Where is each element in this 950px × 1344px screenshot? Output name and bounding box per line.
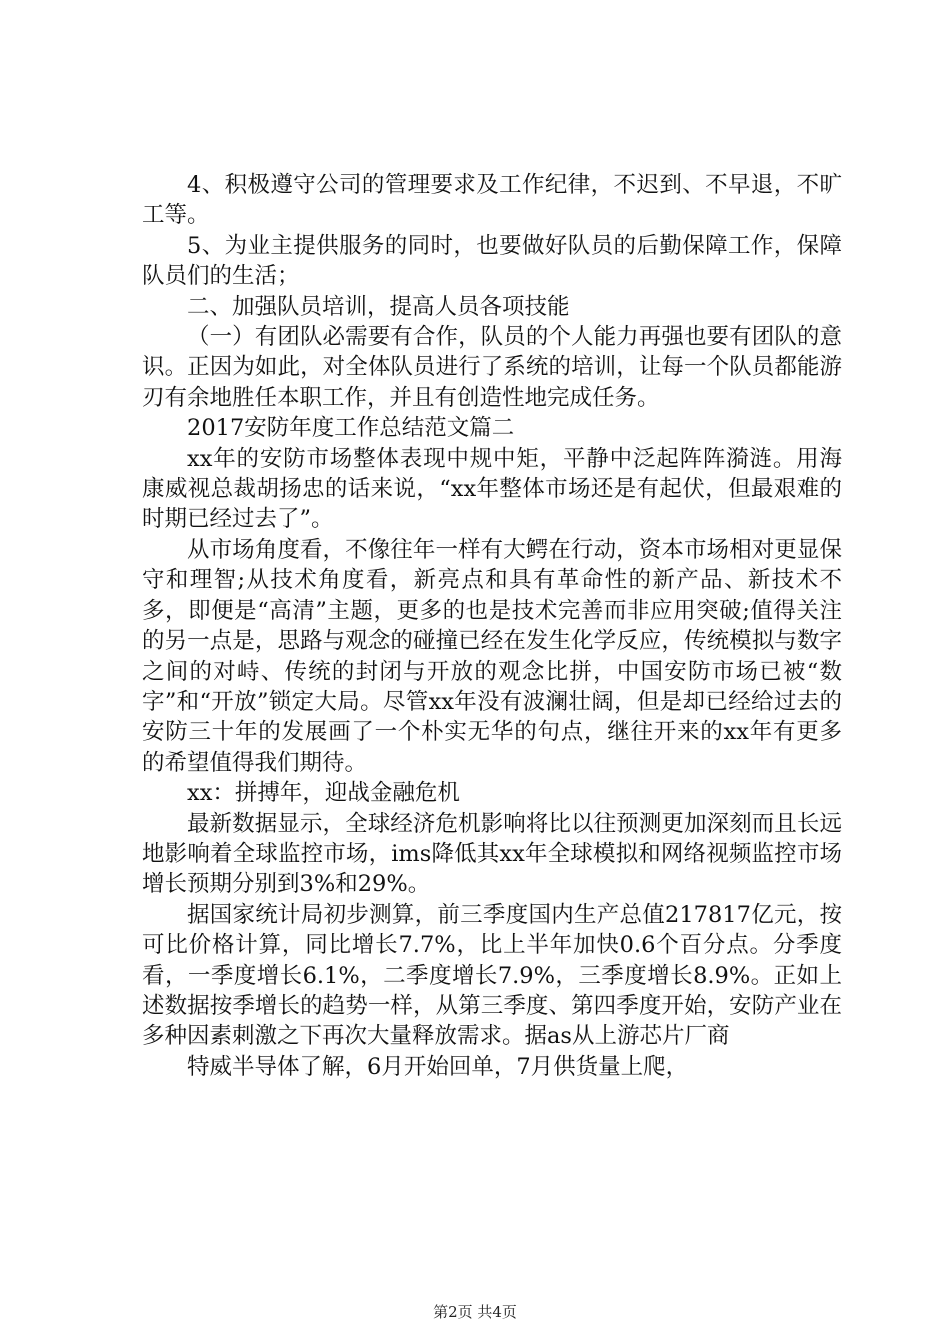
article-title-part-two: 2017安防年度工作总结范文篇二	[187, 415, 515, 442]
paragraph-market-overview: xx年的安防市场整体表现中规中矩，平静中泛起阵阵漪涟。用海康威视总裁胡扬忠的话来说，“xx年整体市场还是有起伏，但最艰难的时期已经过去了”。	[142, 445, 842, 533]
section-heading-training: 二、加强队员培训，提高人员各项技能	[187, 293, 570, 320]
document-body	[142, 170, 842, 1082]
paragraph-item-4: 4、积极遵守公司的管理要求及工作纪律，不迟到、不早退，不旷工等。	[142, 172, 842, 229]
paragraph-latest-data: 最新数据显示，全球经济危机影响将比以往预测更加深刻而且长远地影响着全球监控市场，ims降低其xx年全球模拟和网络视频监控市场增长预期分别到3%和29%。	[142, 810, 842, 898]
paragraph-teamwork: （一）有团队必需要有合作，队员的个人能力再强也要有团队的意识。正因为如此，对全体队员进行了系统的培训，让每一个队员都能游刃有余地胜任本职工作，并且有创造性地完成任务。	[142, 324, 842, 411]
paragraph-gdp-statistics: 据国家统计局初步测算，前三季度国内生产总值217817亿元，按可比价格计算，同比增长7.7%，比上半年加快0.6个百分点。分季度看，一季度增长6.1%，二季度增长7.9%，三季度增长8.9%。正如上述数据按季增长的趋势一样，从第三季度、第四季度开始，安防产业在多种因素刺激之下再次大量释放需求。据as从上游芯片厂商	[142, 901, 842, 1050]
paragraph-item-5: 5、为业主提供服务的同时，也要做好队员的后勤保障工作，保障队员们的生活；	[142, 232, 842, 290]
page-number-footer: 第2页 共4页	[433, 1303, 517, 1321]
paragraph-market-analysis: 从市场角度看，不像往年一样有大鳄在行动，资本市场相对更显保守和理智;从技术角度看，新亮点和具有革命性的新产品、新技术不多，即便是“高清”主题，更多的也是技术完善而非应用突破;值得关注的另一点是，思路与观念的碰撞已经在发生化学反应，传统模拟与数字之间的对峙、传统的封闭与开放的观念比拼，中国安防市场已被“数字”和“开放”锁定大局。尽管xx年没有波澜壮阔，但是却已经给过去的安防三十年的发展画了一个朴实无华的句点，继往开来的xx年有更多的希望值得我们期待。	[142, 536, 842, 776]
section-heading-financial-crisis: xx：拼搏年，迎战金融危机	[187, 780, 460, 807]
paragraph-semiconductor: 特威半导体了解，6月开始回单，7月供货量上爬，	[187, 1053, 689, 1080]
